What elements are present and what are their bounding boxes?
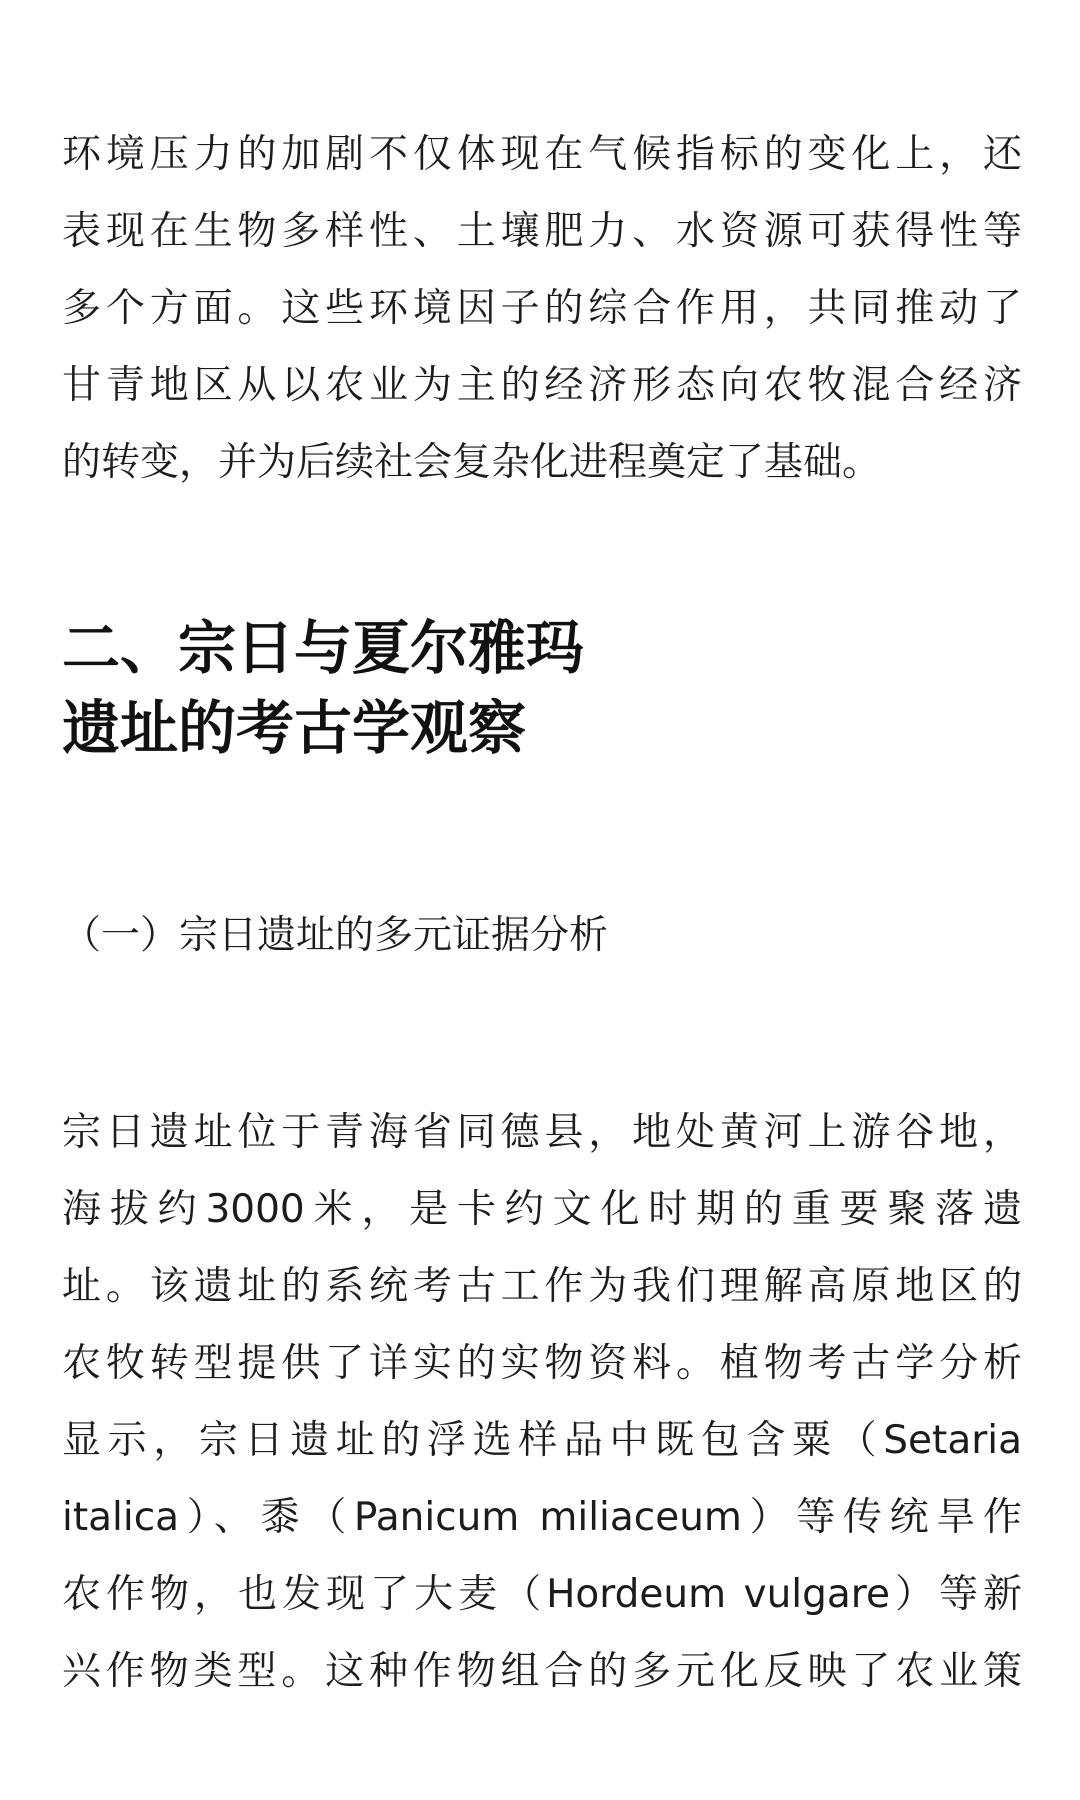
paragraph-line: 显示，宗日遗址的浮选样品中既包含粟（Setaria xyxy=(62,1418,1022,1463)
section-heading-line: 遗址的考古学观察 xyxy=(62,694,527,762)
section-heading-line: 二、宗日与夏尔雅玛 xyxy=(62,614,585,682)
paragraph-line: 海拔约3000米，是卡约文化时期的重要聚落遗 xyxy=(62,1187,1022,1232)
paragraph-line: 农牧转型提供了详实的实物资料。植物考古学分析 xyxy=(62,1341,1022,1386)
intro-paragraph xyxy=(62,116,1022,501)
paragraph-line: 址。该遗址的系统考古工作为我们理解高原地区的 xyxy=(62,1264,1022,1309)
subsection-heading: （一）宗日遗址的多元证据分析 xyxy=(62,913,609,958)
paragraph-line: 表现在生物多样性、土壤肥力、水资源可获得性等 xyxy=(62,209,1022,254)
paragraph-line: 环境压力的加剧不仅体现在气候指标的变化上，还 xyxy=(62,132,1022,177)
paragraph-line: 的转变，并为后续社会复杂化进程奠定了基础。 xyxy=(62,440,882,485)
paragraph-line: 甘青地区从以农业为主的经济形态向农牧混合经济 xyxy=(62,363,1022,408)
paragraph-line: 兴作物类型。这种作物组合的多元化反映了农业策 xyxy=(62,1649,1022,1694)
body-paragraph xyxy=(62,1094,1022,1710)
paragraph-line: 农作物，也发现了大麦（Hordeum vulgare）等新 xyxy=(62,1572,1022,1617)
paragraph-line: 多个方面。这些环境因子的综合作用，共同推动了 xyxy=(62,286,1022,331)
section-heading xyxy=(62,608,584,768)
paragraph-line: italica）、黍（Panicum miliaceum）等传统旱作 xyxy=(62,1495,1022,1540)
paragraph-line: 宗日遗址位于青海省同德县，地处黄河上游谷地， xyxy=(62,1110,1022,1155)
